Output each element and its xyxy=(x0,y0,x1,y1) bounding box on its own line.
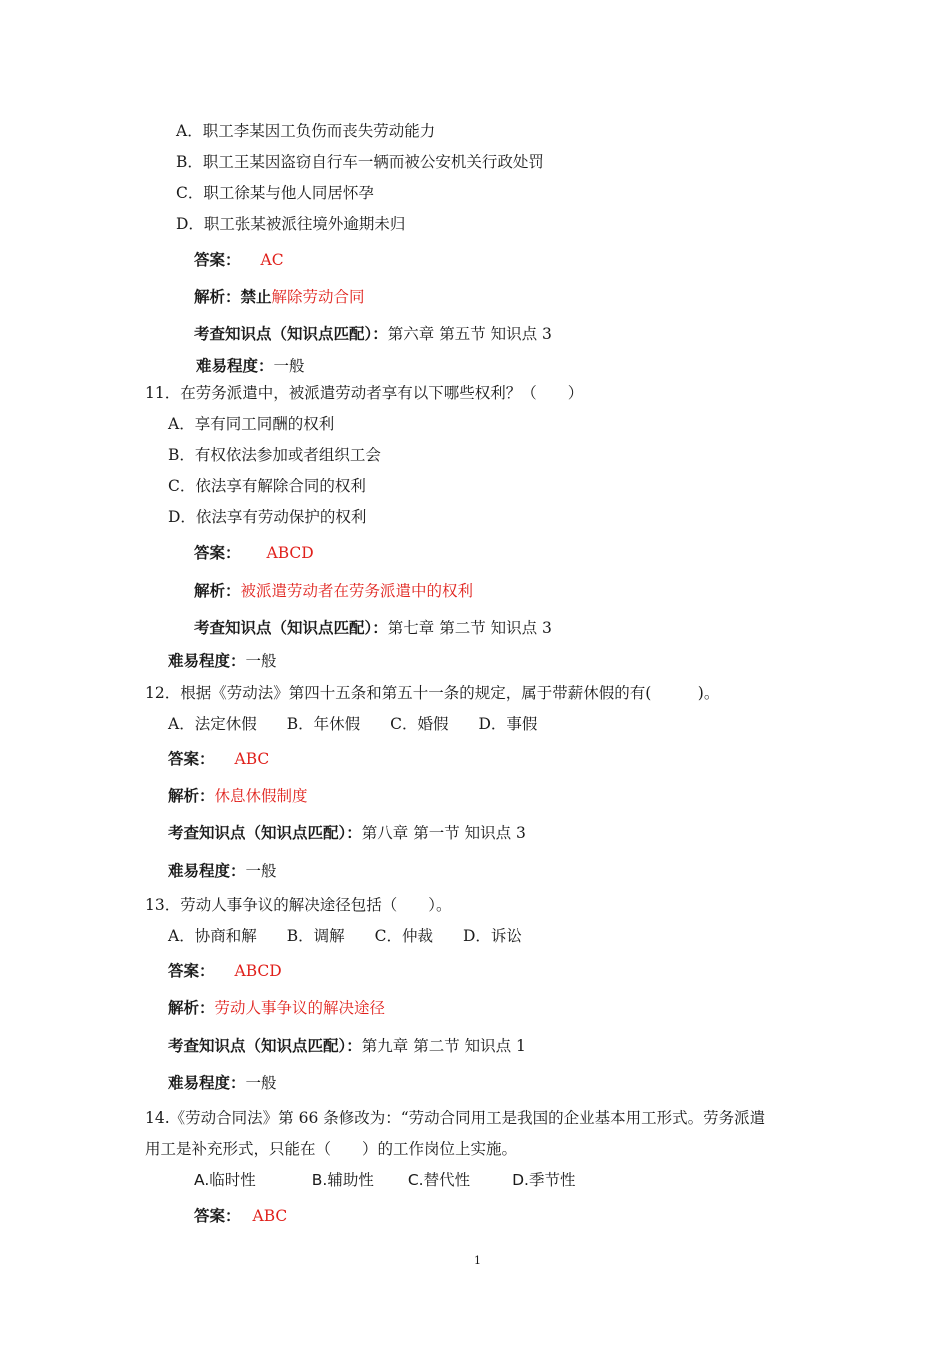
q10-option-b: B．职工王某因盗窃自行车一辆而被公安机关行政处罚 xyxy=(176,153,544,171)
answer-value: ABCD xyxy=(266,544,314,562)
q13-option-b: B．调解 xyxy=(286,927,345,945)
q13-options xyxy=(168,926,522,946)
q11-option-c: C．依法享有解除合同的权利 xyxy=(168,477,366,495)
knowledge-label: 考查知识点（知识点匹配）： xyxy=(168,824,362,842)
analysis-label: 解析： xyxy=(168,787,215,805)
answer-value: ABC xyxy=(252,1207,288,1225)
analysis-text: 休息休假制度 xyxy=(214,787,308,805)
q13-answer-row xyxy=(168,961,282,981)
q10-option-a: A．职工李某因工负伤而丧失劳动能力 xyxy=(176,122,436,140)
q11-difficulty-row xyxy=(168,651,277,671)
q12-option-d: D．事假 xyxy=(478,715,538,733)
q10-option-c: C．职工徐某与他人同居怀孕 xyxy=(176,184,374,202)
q12-stem: 12．根据《劳动法》第四十五条和第五十一条的规定，属于带薪休假的有( )。 xyxy=(145,684,720,702)
q12-difficulty-row xyxy=(168,861,277,881)
q10-difficulty-row xyxy=(196,356,305,376)
answer-label: 答案： xyxy=(194,544,241,562)
knowledge-label: 考查知识点（知识点匹配）： xyxy=(168,1037,362,1055)
answer-value: ABCD xyxy=(234,962,282,980)
q14-answer-row xyxy=(194,1206,287,1226)
q13-analysis-row xyxy=(168,998,385,1018)
q13-difficulty-row xyxy=(168,1073,277,1093)
difficulty-label: 难易程度： xyxy=(168,652,246,670)
answer-label: 答案： xyxy=(168,750,215,768)
q12-analysis-row xyxy=(168,786,308,806)
answer-label: 答案： xyxy=(194,251,241,269)
q13-option-d: D．诉讼 xyxy=(462,927,522,945)
q11-option-d: D．依法享有劳动保护的权利 xyxy=(168,508,367,526)
difficulty-label: 难易程度： xyxy=(168,1074,246,1092)
q14-stem-line2: 用工是补充形式，只能在（ ）的工作岗位上实施。 xyxy=(145,1140,518,1158)
difficulty-value: 一般 xyxy=(273,357,305,375)
q10-option-d: D．职工张某被派往境外逾期未归 xyxy=(176,215,406,233)
q13-knowledge-row xyxy=(168,1036,526,1056)
answer-value: ABC xyxy=(234,750,270,768)
q14-stem-line1: 14.《劳动合同法》第 66 条修改为：“劳动合同用工是我国的企业基本用工形式。劳务派遣 xyxy=(145,1109,766,1127)
difficulty-label: 难易程度： xyxy=(168,862,246,880)
analysis-label: 解析： xyxy=(194,582,241,600)
q12-option-c: C．婚假 xyxy=(390,715,449,733)
q11-option-a: A．享有同工同酬的权利 xyxy=(168,415,335,433)
analysis-text: 被派遣劳动者在劳务派遣中的权利 xyxy=(240,582,474,600)
difficulty-label: 难易程度： xyxy=(196,357,274,375)
q12-options xyxy=(168,714,537,734)
q10-answer-row xyxy=(194,250,284,270)
q14-option-b: B.辅助性 xyxy=(311,1171,374,1189)
q11-knowledge-row xyxy=(194,618,552,638)
q14-option-c: C.替代性 xyxy=(407,1171,471,1189)
analysis-text: 解除劳动合同 xyxy=(271,288,365,306)
q11-stem: 11．在劳务派遣中，被派遣劳动者享有以下哪些权利？（ ） xyxy=(145,384,584,402)
knowledge-value: 第七章 第二节 知识点 3 xyxy=(387,619,552,637)
knowledge-label: 考查知识点（知识点匹配）： xyxy=(194,619,388,637)
q11-answer-row xyxy=(194,543,314,563)
q14-options xyxy=(194,1170,575,1190)
q12-answer-row xyxy=(168,749,269,769)
knowledge-value: 第六章 第五节 知识点 3 xyxy=(387,325,552,343)
answer-label: 答案： xyxy=(194,1207,241,1225)
analysis-text: 劳动人事争议的解决途径 xyxy=(214,999,386,1017)
q11-analysis-row xyxy=(194,581,473,601)
analysis-label: 解析： xyxy=(194,288,241,306)
analysis-label: 解析： xyxy=(168,999,215,1017)
q12-knowledge-row xyxy=(168,823,526,843)
difficulty-value: 一般 xyxy=(245,1074,277,1092)
q10-knowledge-row xyxy=(194,324,552,344)
q14-option-d: D.季节性 xyxy=(512,1171,576,1189)
analysis-text-black: 禁止 xyxy=(240,288,272,306)
q13-stem: 13．劳动人事争议的解决途径包括（ ）。 xyxy=(145,896,452,914)
knowledge-label: 考查知识点（知识点匹配）： xyxy=(194,325,388,343)
q13-option-a: A．协商和解 xyxy=(168,927,257,945)
page-number: 1 xyxy=(474,1254,481,1267)
q12-option-a: A．法定休假 xyxy=(168,715,257,733)
knowledge-value: 第八章 第一节 知识点 3 xyxy=(361,824,526,842)
difficulty-value: 一般 xyxy=(245,652,277,670)
knowledge-value: 第九章 第二节 知识点 1 xyxy=(361,1037,526,1055)
answer-label: 答案： xyxy=(168,962,215,980)
q14-option-a: A.临时性 xyxy=(194,1171,256,1189)
q12-option-b: B．年休假 xyxy=(286,715,361,733)
q11-option-b: B．有权依法参加或者组织工会 xyxy=(168,446,381,464)
difficulty-value: 一般 xyxy=(245,862,277,880)
q10-analysis-row xyxy=(194,287,365,307)
q13-option-c: C．仲裁 xyxy=(374,927,433,945)
answer-value: AC xyxy=(260,251,284,269)
